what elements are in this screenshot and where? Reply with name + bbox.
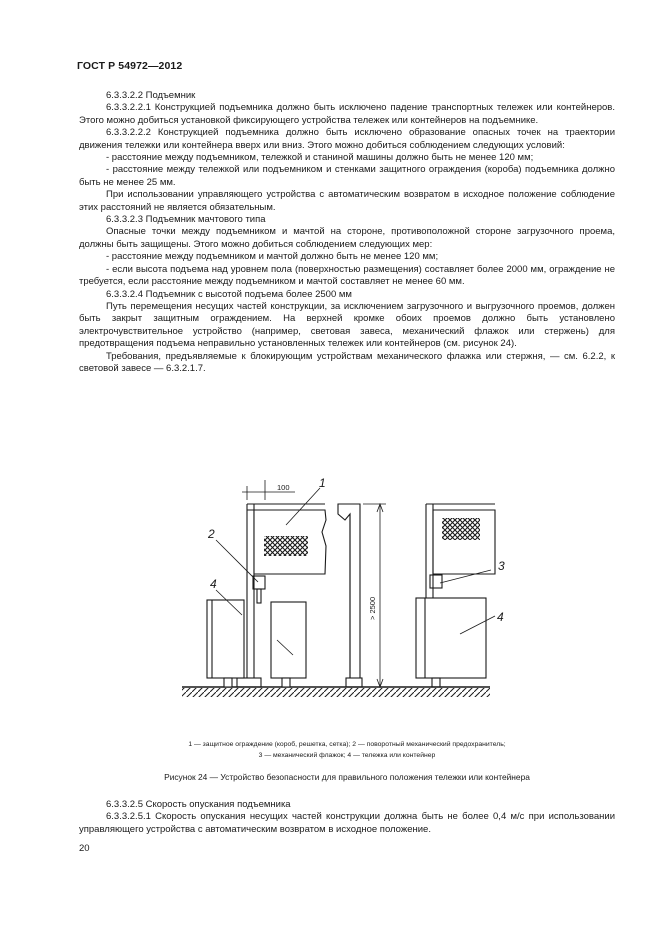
figure-drawing: [150, 470, 520, 705]
body-text: [79, 90, 615, 375]
figure-24: [150, 470, 520, 705]
dimension-height-label: > 2500: [368, 596, 377, 620]
page-number: 20: [79, 843, 90, 854]
dimension-100-label: 100: [277, 483, 290, 492]
section-heading: 6.3.3.2.2 Подъемник: [106, 90, 196, 101]
footer-text: [79, 799, 615, 836]
paragraph: Требования, предъявляемые к блокирующим устройствам механического флажка или стержня, — см. 6.2.2, к световой завесе — 6.3.2.1.7.: [79, 350, 615, 374]
paragraph: Опасные точки между подъемником и мачтой на стороне, противоположной стороне загрузочного проема, должны быть защищены. Этого можно добиться соблюдением следующих мер:: [79, 226, 615, 250]
paragraph: Путь перемещения несущих частей конструкции, за исключением загрузочного и выгрузочного проемов, должен быть закрыт защитным ограждением. На верхней кромке обоих проемов должно быть установлено электрочувствительное устройство (например, световая завеса, механический флажок или стержень) для предотвращения подъема неправильно установленных тележек или контейнеров (см. рисунок 24).: [79, 300, 615, 350]
section-heading: 6.3.3.2.4 Подъемник с высотой подъема более 2500 мм: [106, 288, 352, 300]
left-cart: [207, 600, 244, 687]
floor: [182, 687, 490, 697]
right-lift: [416, 504, 495, 687]
callout-2: 2: [208, 527, 215, 541]
list-item: - расстояние между подъемником, тележкой и станиной машины должно быть не менее 120 мм;: [106, 152, 534, 164]
list-item: - расстояние между тележкой или подъемником и стенками защитного ограждения (короба) подъемника должно быть не менее 25 мм.: [79, 164, 615, 188]
middle-cart: [271, 602, 306, 687]
callout-4-left: 4: [210, 577, 217, 591]
section-heading: 6.3.3.2.5 Скорость опускания подъемника: [106, 799, 291, 810]
page-header: ГОСТ Р 54972—2012: [77, 60, 183, 72]
figure-legend-line: 1 — защитное ограждение (короб, решетка, сетка); 2 — поворотный механический предохранитель;: [188, 741, 506, 748]
figure-legend: [79, 739, 615, 761]
section-heading: 6.3.3.2.3 Подъемник мачтового типа: [106, 214, 266, 226]
list-item: - расстояние между подъемником и мачтой должно быть не менее 120 мм;: [106, 251, 439, 263]
figure-title: Рисунок 24 — Устройство безопасности для правильного положения тележки или контейнера: [164, 772, 530, 782]
paragraph: 6.3.3.2.5.1 Скорость опускания несущих частей конструкции должна быть не более 0,4 м/с при использовании управляющего устройства с автоматическим возвратом в исходное положение.: [79, 811, 615, 835]
paragraph: 6.3.3.2.2.1 Конструкцией подъемника должно быть исключено падение транспортных тележек или контейнеров. Этого можно добиться установкой фиксирующего устройства тележек или контейнеров на подъемнике.: [79, 102, 615, 126]
paragraph: При использовании управляющего устройства с автоматическим возвратом в исходное положение соблюдение этих расстояний не является обязательным.: [79, 189, 615, 213]
list-item: - если высота подъема над уровнем пола (поверхностью размещения) составляет более 2000 мм, ограждение не требуется, если расстояние между подъемником и мачтой составляет не менее 60 мм.: [79, 263, 615, 288]
callout-1: 1: [319, 476, 326, 490]
figure-legend-line: 3 — механический флажок; 4 — тележка или контейнер: [258, 752, 436, 759]
callout-4-right: 4: [497, 610, 504, 624]
callout-3: 3: [498, 559, 505, 573]
mast: [338, 504, 362, 687]
paragraph: 6.3.3.2.2.2 Конструкцией подъемника должно быть исключено образование опасных точек на траектории движения тележки или контейнера вверх или вниз. Этого можно добиться соблюдением следующих условий:: [79, 127, 615, 151]
